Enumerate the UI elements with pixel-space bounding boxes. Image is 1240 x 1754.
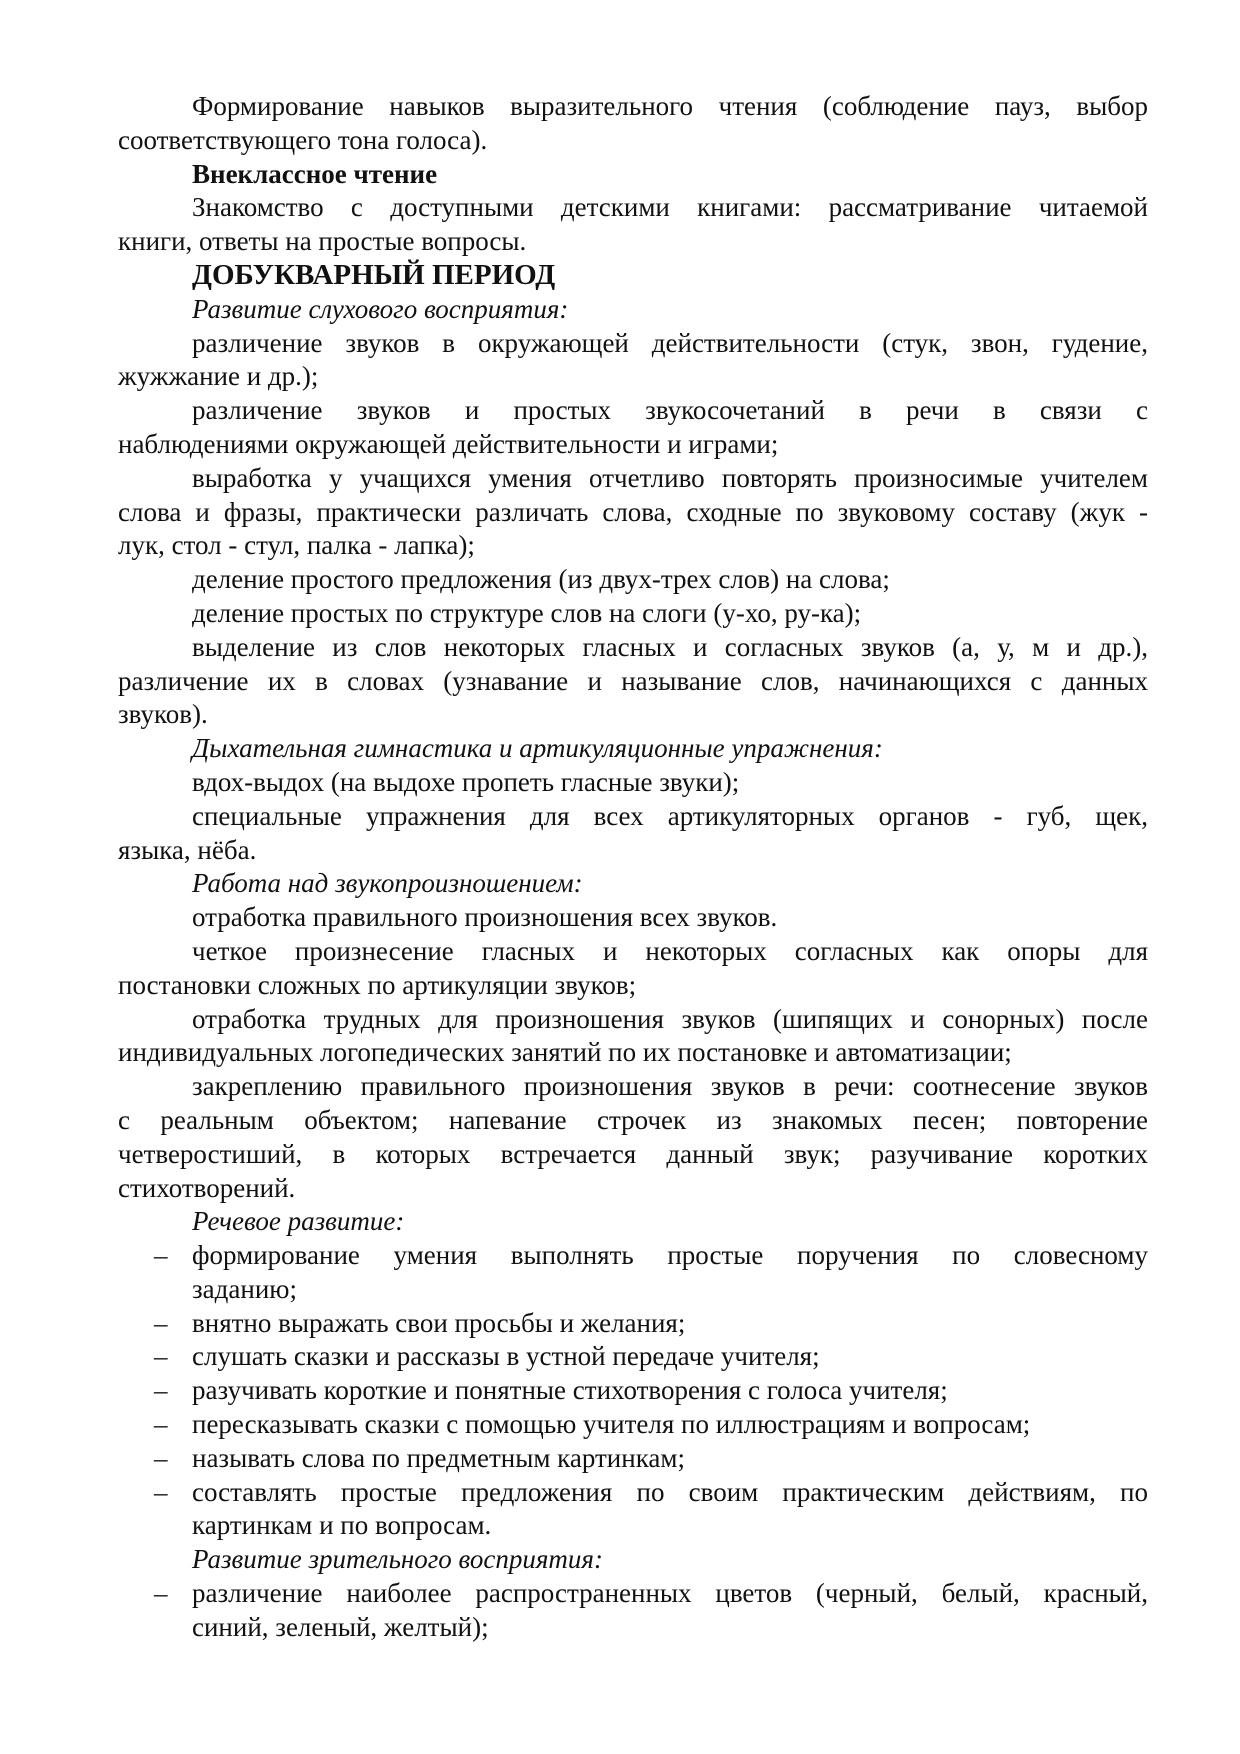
- section-heading: Внеклассное чтение: [192, 158, 438, 189]
- list-item: [118, 1408, 1148, 1442]
- paragraph-line: стихотворений.: [118, 1172, 296, 1203]
- paragraph-line: Знакомство с доступными детскими книгами: рассматривание читаемой: [192, 192, 1148, 223]
- paragraph-line: отработка правильного произношения всех звуков.: [192, 902, 778, 933]
- subsection-heading: Развитие зрительного восприятия:: [192, 1544, 603, 1575]
- paragraph-line: четкое произнесение гласных и некоторых согласных как опоры для: [192, 935, 1148, 966]
- list-item-text: слушать сказки и рассказы в устной передаче учителя;: [192, 1341, 820, 1372]
- subsection-heading: Дыхательная гимнастика и артикуляционные упражнения:: [192, 733, 883, 764]
- list-item-continuation: картинкам и по вопросам.: [192, 1510, 492, 1541]
- list-item-text: пересказывать сказки с помощью учителя по иллюстрациям и вопросам;: [192, 1409, 1031, 1440]
- paragraph-line: четверостиший, в которых встречается данный звук; разучивание коротких: [118, 1138, 1148, 1169]
- paragraph-line: наблюдениями окружающей действительности и играми;: [118, 428, 779, 459]
- document-page: [118, 90, 1148, 1645]
- paragraph-line: различение звуков в окружающей действительности (стук, звон, гудение,: [192, 327, 1148, 358]
- list-item-text: формирование умения выполнять простые поручения по словесному: [192, 1240, 1148, 1271]
- paragraph-line: звуков).: [118, 699, 208, 730]
- period-heading: ДОБУКВАРНЫЙ ПЕРИОД: [192, 258, 556, 291]
- paragraph-line: деление простых по структуре слов на слоги (у-хо, ру-ка);: [192, 597, 862, 628]
- subsection-heading: Работа над звукопроизношением:: [192, 868, 583, 899]
- bullet-dash: –: [154, 1307, 168, 1338]
- paragraph-line: языка, нёба.: [118, 834, 257, 865]
- paragraph-line: Формирование навыков выразительного чтения (соблюдение пауз, выбор: [192, 91, 1148, 121]
- list-item: [118, 1340, 1148, 1374]
- paragraph-line: деление простого предложения (из двух-трех слов) на слова;: [192, 564, 890, 595]
- bullet-dash: –: [154, 1578, 168, 1609]
- bullet-dash: –: [154, 1341, 168, 1372]
- paragraph-line: лук, стол - стул, палка - лапка);: [118, 530, 475, 561]
- list-item-continuation: синий, зеленый, желтый);: [192, 1611, 489, 1642]
- subsection-heading: Речевое развитие:: [192, 1206, 405, 1237]
- list-item: [118, 1239, 1148, 1273]
- list-item-continuation: заданию;: [192, 1273, 297, 1304]
- list-item-text: внятно выражать свои просьбы и желания;: [192, 1307, 686, 1338]
- bullet-dash: –: [154, 1375, 168, 1406]
- paragraph-line: выработка у учащихся умения отчетливо повторять произносимые учителем: [192, 462, 1148, 493]
- paragraph-line: специальные упражнения для всех артикуляторных органов - губ, щек,: [192, 800, 1148, 831]
- paragraph-line: слова и фразы, практически различать слова, сходные по звуковому составу (жук -: [118, 496, 1148, 527]
- bullet-dash: –: [154, 1442, 168, 1473]
- paragraph-line: постановки сложных по артикуляции звуков;: [118, 969, 637, 1000]
- list-item-text: называть слова по предметным картинкам;: [192, 1442, 685, 1473]
- list-item: [118, 1476, 1148, 1510]
- list-item: [118, 1442, 1148, 1476]
- list-item-text: составлять простые предложения по своим практическим действиям, по: [192, 1476, 1148, 1507]
- paragraph-line: различение их в словах (узнавание и называние слов, начинающихся с данных: [118, 665, 1148, 696]
- list-item: [118, 1307, 1148, 1341]
- paragraph-line: отработка трудных для произношения звуков (шипящих и сонорных) после: [192, 1003, 1148, 1034]
- list-item: [118, 1374, 1148, 1408]
- paragraph-line: вдох-выдох (на выдохе пропеть гласные звуки);: [192, 766, 740, 797]
- bullet-dash: –: [154, 1240, 168, 1271]
- paragraph-line: индивидуальных логопедических занятий по их постановке и автоматизации;: [118, 1037, 1012, 1068]
- paragraph-line: книги, ответы на простые вопросы.: [118, 226, 527, 257]
- paragraph-line: выделение из слов некоторых гласных и согласных звуков (а, у, м и др.),: [192, 631, 1148, 662]
- list-item: [118, 1577, 1148, 1611]
- paragraph-line: соответствующего тона голоса).: [118, 124, 488, 155]
- paragraph-line: закреплению правильного произношения звуков в речи: соотнесение звуков: [192, 1071, 1148, 1102]
- bullet-dash: –: [154, 1409, 168, 1440]
- paragraph-line: жужжание и др.);: [118, 361, 319, 392]
- subsection-heading: Развитие слухового восприятия:: [192, 293, 569, 324]
- paragraph-line: различение звуков и простых звукосочетаний в речи в связи с: [192, 395, 1148, 426]
- bullet-dash: –: [154, 1476, 168, 1507]
- list-item-text: разучивать короткие и понятные стихотворения с голоса учителя;: [192, 1375, 948, 1406]
- list-item-text: различение наиболее распространенных цветов (черный, белый, красный,: [192, 1578, 1148, 1609]
- paragraph-line: с реальным объектом; напевание строчек из знакомых песен; повторение: [118, 1104, 1148, 1135]
